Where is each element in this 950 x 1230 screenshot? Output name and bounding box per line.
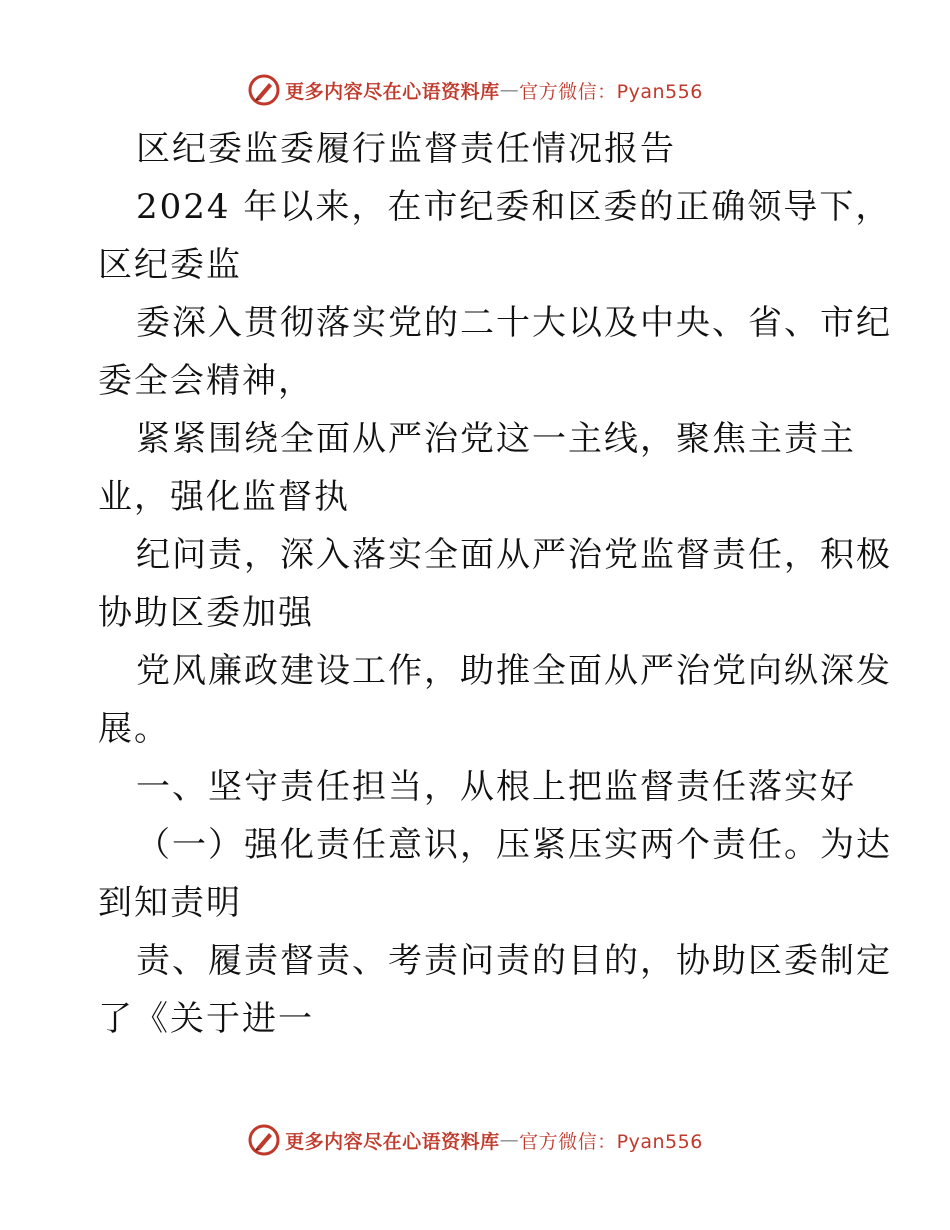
pen-circle-logo-icon	[247, 1123, 281, 1157]
paragraph-line: 业，强化监督执	[98, 477, 350, 517]
section-heading: 一、坚守责任担当，从根上把监督责任落实好	[136, 767, 856, 807]
paragraph-line: 了《关于进一	[98, 999, 314, 1039]
paragraph-line: 委全会精神，	[98, 361, 314, 401]
watermark-separator: —	[499, 79, 520, 101]
watermark-separator: —	[499, 1129, 520, 1151]
paragraph-line: 紧紧围绕全面从严治党这一主线，聚焦主责主	[136, 419, 856, 459]
paragraph-line: 到知责明	[98, 883, 242, 923]
paragraph-line: 区纪委监	[98, 245, 242, 285]
document-body	[98, 120, 892, 1048]
watermark-site-text: 更多内容尽在心语资料库	[285, 1130, 500, 1153]
watermark-contact-text: 官方微信：Pyan556	[519, 1130, 703, 1153]
footer-watermark	[0, 1120, 950, 1160]
watermark-contact-text: 官方微信：Pyan556	[519, 80, 703, 103]
watermark-site-text: 更多内容尽在心语资料库	[285, 80, 500, 103]
pen-circle-logo-icon	[247, 73, 281, 107]
paragraph-line: 委深入贯彻落实党的二十大以及中央、省、市纪	[136, 303, 892, 343]
paragraph-line: 协助区委加强	[98, 593, 314, 633]
paragraph-line: 责、履责督责、考责问责的目的，协助区委制定	[136, 941, 892, 981]
paragraph-line: 展。	[98, 709, 170, 749]
paragraph-line: 党风廉政建设工作，助推全面从严治党向纵深发	[136, 651, 892, 691]
paragraph-line: 2024 年以来，在市纪委和区委的正确领导下，	[136, 187, 892, 227]
subsection-heading: （一）强化责任意识，压紧压实两个责任。为达	[136, 825, 892, 865]
header-watermark	[0, 70, 950, 110]
document-title: 区纪委监委履行监督责任情况报告	[136, 129, 676, 169]
paragraph-line: 纪问责，深入落实全面从严治党监督责任，积极	[136, 535, 892, 575]
